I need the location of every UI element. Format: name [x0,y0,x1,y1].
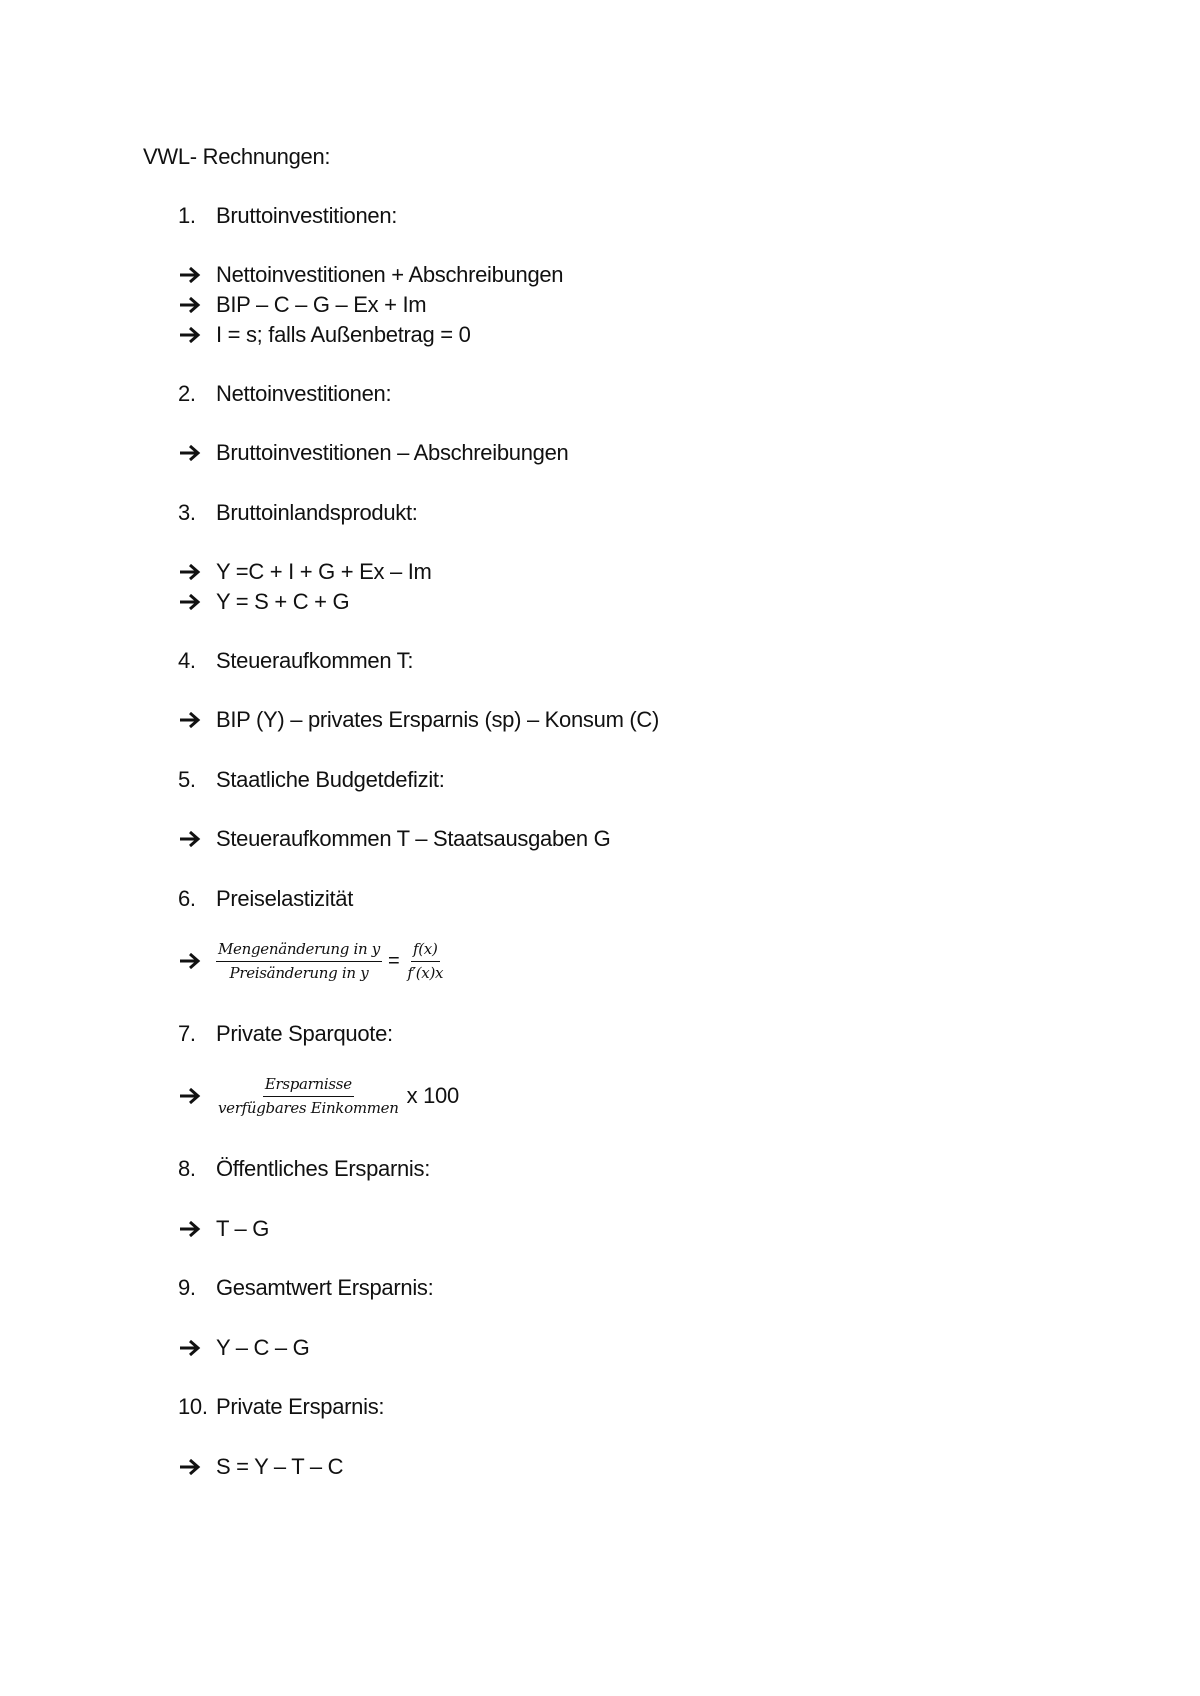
savings-rate-formula [216,1075,459,1118]
section-1-heading [178,203,397,229]
section-1-line-3 [178,322,471,348]
section-1-line-1 [178,262,563,288]
section-3-line-1 [178,559,432,585]
right-arrow-icon [178,265,216,285]
right-arrow-icon [178,1086,216,1106]
section-number: 10. [178,1394,208,1419]
section-title: Öffentliches Ersparnis: [216,1156,431,1181]
formula-text: Bruttoinvestitionen – Abschreibungen [216,440,569,465]
section-number: 4. [178,648,196,673]
section-number: 9. [178,1275,196,1300]
right-arrow-icon [178,1338,216,1358]
right-arrow-icon [178,592,216,612]
fraction-right [405,940,445,983]
fraction-denominator: verfügbares Einkommen [218,1098,399,1117]
page-title: VWL- Rechnungen: [143,144,331,169]
section-9-heading [178,1275,433,1301]
section-title: Bruttoinlandsprodukt: [216,500,418,525]
section-9-line-1 [178,1335,310,1361]
section-3-heading [178,500,418,526]
formula-text: Steueraufkommen T – Staatsausgaben G [216,826,611,851]
section-title: Private Sparquote: [216,1021,393,1046]
section-number: 5. [178,767,196,792]
section-5-line-1 [178,826,610,852]
section-title: Bruttoinvestitionen: [216,203,398,228]
right-arrow-icon [178,951,216,971]
section-number: 7. [178,1021,196,1046]
formula-text: S = Y – T – C [216,1454,344,1479]
section-10-line-1 [178,1454,343,1480]
section-7-heading [178,1021,393,1047]
section-title: Preiselastizität [216,886,354,911]
fraction-denominator: Preisänderung in y [229,963,369,982]
section-number: 1. [178,203,196,228]
formula-text: Nettoinvestitionen + Abschreibungen [216,262,564,287]
multiplier-text: x 100 [406,1083,459,1109]
formula-text: Y = S + C + G [216,589,350,614]
section-number: 3. [178,500,196,525]
section-6-heading [178,886,353,912]
section-4-heading [178,648,413,674]
section-4-line-1 [178,707,659,733]
right-arrow-icon [178,1457,216,1477]
section-number: 8. [178,1156,196,1181]
right-arrow-icon [178,710,216,730]
section-8-heading [178,1156,430,1182]
equals-sign: = [387,949,400,972]
section-title: Private Ersparnis: [216,1394,385,1419]
right-arrow-icon [178,562,216,582]
section-8-line-1 [178,1216,269,1242]
section-5-heading [178,767,445,793]
section-title: Staatliche Budgetdefizit: [216,767,445,792]
fraction-numerator: f(x) [411,940,440,962]
section-10-heading [178,1394,384,1420]
section-number: 6. [178,886,196,911]
formula-text: BIP (Y) – privates Ersparnis (sp) – Konsum (C) [216,707,660,732]
section-2-heading [178,381,391,407]
formula-text: I = s; falls Außenbetrag = 0 [216,322,471,347]
section-7-formula [178,1075,459,1118]
formula-text: BIP – C – G – Ex + Im [216,292,427,317]
formula-text: T – G [216,1216,270,1241]
right-arrow-icon [178,325,216,345]
section-title: Nettoinvestitionen: [216,381,392,406]
fraction [216,1075,401,1118]
formula-text: Y – C – G [216,1335,310,1360]
fraction-numerator: Ersparnisse [263,1075,354,1097]
elasticity-formula [216,940,445,983]
right-arrow-icon [178,829,216,849]
section-2-line-1 [178,440,568,466]
right-arrow-icon [178,1219,216,1239]
section-6-formula [178,940,445,983]
section-3-line-2 [178,589,349,615]
fraction-left [216,940,382,983]
fraction-numerator: Mengenänderung in y [216,940,382,962]
right-arrow-icon [178,443,216,463]
fraction-denominator: f′(x)x [407,963,444,982]
section-title: Steueraufkommen T: [216,648,414,673]
right-arrow-icon [178,295,216,315]
formula-text: Y =C + I + G + Ex – Im [216,559,432,584]
section-title: Gesamtwert Ersparnis: [216,1275,434,1300]
section-number: 2. [178,381,196,406]
section-1-line-2 [178,292,426,318]
